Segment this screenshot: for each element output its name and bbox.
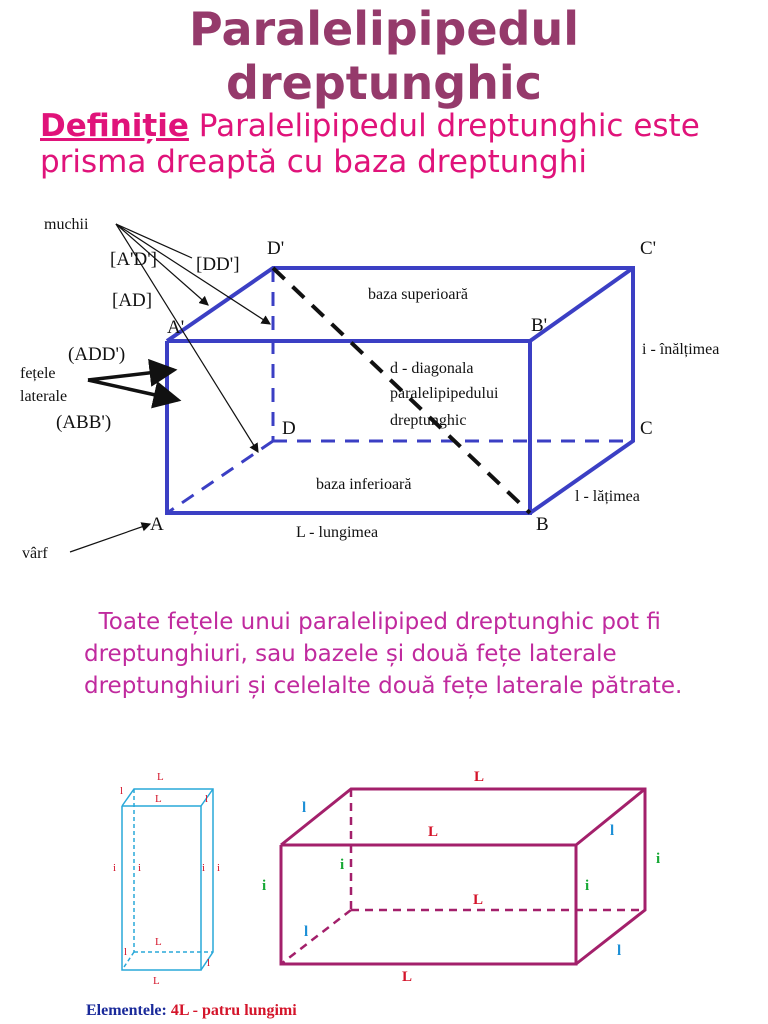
tall-top-L: L xyxy=(157,771,164,783)
wide-bottom-L2: L xyxy=(402,969,413,985)
vertex-B: B xyxy=(536,514,549,535)
label-diagonal-3: dreptunghic xyxy=(390,412,467,429)
wide-bottom-l: l xyxy=(304,924,309,940)
label-face-ABB: (ABB') xyxy=(56,412,112,433)
properties-paragraph: Toate fețele unui paralelipiped dreptunghic pot fi dreptunghiuri, sau bazele și două fețe laterale dreptunghiuri și celelalte două fețe laterale pătrate. xyxy=(84,609,683,699)
wide-box-labels xyxy=(262,769,660,985)
wide-top-l2: l xyxy=(610,823,615,839)
label-edge-AD-prime: [A'D'] xyxy=(110,249,157,270)
tall-top-l: l xyxy=(120,785,124,797)
tall-i-1: i xyxy=(113,862,117,874)
vertex-C-prime: C' xyxy=(640,238,657,259)
label-top-base: baza superioară xyxy=(368,286,468,303)
tall-i-4: i xyxy=(217,862,221,874)
tall-bottom-l: l xyxy=(124,946,128,958)
tall-bottom-l2: l xyxy=(207,957,211,969)
label-muchii: muchii xyxy=(44,216,89,233)
wide-i-4: i xyxy=(656,851,661,867)
label-edge-DD-prime: [DD'] xyxy=(196,254,240,275)
label-diagonal-1: d - diagonala xyxy=(390,360,474,377)
vertex-A-prime: A' xyxy=(167,317,185,338)
wide-bottom-L: L xyxy=(473,892,484,908)
tall-bottom-L2: L xyxy=(153,975,160,987)
tall-top-L2: L xyxy=(155,793,162,805)
label-bottom-base: baza inferioară xyxy=(316,476,412,493)
label-edge-AD: [AD] xyxy=(112,290,153,311)
page-title: Paralelipipedul dreptunghic xyxy=(188,2,579,110)
wide-i-1: i xyxy=(340,857,345,873)
wide-top-l: l xyxy=(302,800,307,816)
vertex-C: C xyxy=(640,418,653,439)
label-face-ADD: (ADD') xyxy=(68,344,126,365)
label-varf: vârf xyxy=(22,545,48,562)
tall-i-2: i xyxy=(138,862,142,874)
definition-term: Definiție xyxy=(40,108,189,144)
wide-i-3: i xyxy=(585,878,590,894)
vertex-D: D xyxy=(282,418,296,439)
wide-box xyxy=(281,789,645,964)
wide-bottom-l2: l xyxy=(617,943,622,959)
vertex-B-prime: B' xyxy=(531,315,548,336)
label-height: i - înălțimea xyxy=(642,341,720,358)
wide-top-L: L xyxy=(474,769,485,785)
tall-box xyxy=(122,789,213,970)
tall-i-3: i xyxy=(202,862,206,874)
label-width: l - lățimea xyxy=(575,488,640,505)
vertex-A: A xyxy=(150,514,164,535)
tall-top-l2: l xyxy=(205,793,209,805)
tall-box-labels xyxy=(113,771,220,987)
label-fetele: fețele xyxy=(20,365,56,382)
wide-i-2: i xyxy=(262,878,267,894)
tall-bottom-L: L xyxy=(155,936,162,948)
definition-body: Paralelipipedul dreptunghic este prisma dreaptă cu baza dreptunghi xyxy=(40,108,700,180)
elements-caption: Elementele: 4L - patru lungimi xyxy=(86,1002,297,1019)
label-diagonal-2: paralelipipedului xyxy=(390,385,499,402)
wide-top-L2: L xyxy=(428,824,439,840)
label-laterale: laterale xyxy=(20,388,68,405)
vertex-D-prime: D' xyxy=(267,238,285,259)
label-length: L - lungimea xyxy=(296,524,379,541)
